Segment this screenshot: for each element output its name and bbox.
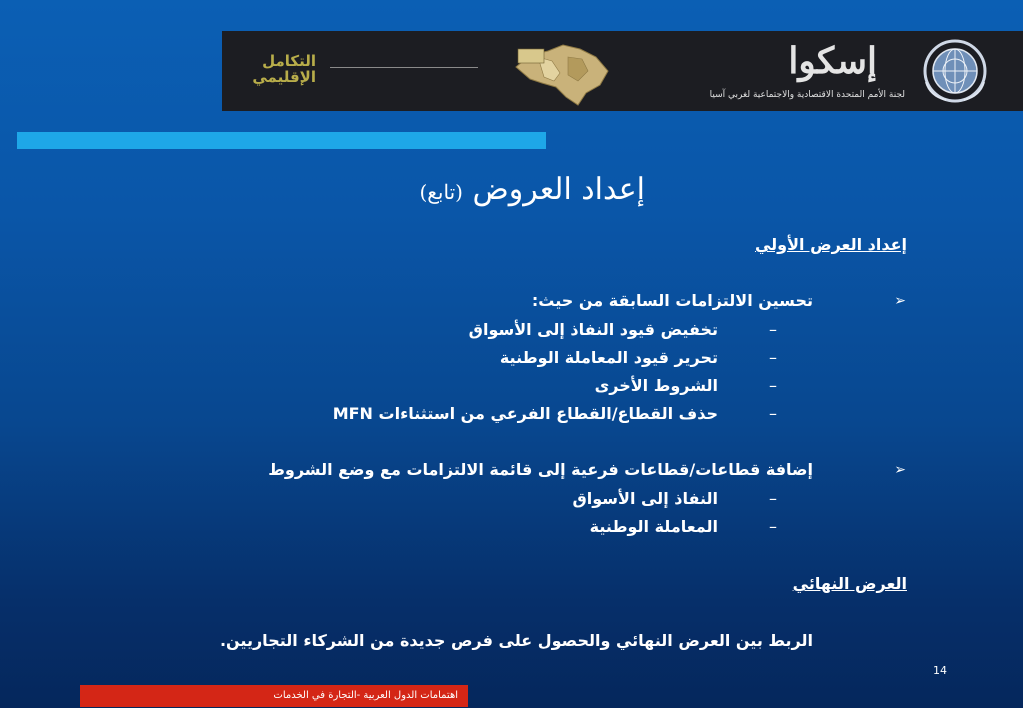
footer-bar	[80, 685, 468, 707]
dash-marker: –	[769, 517, 777, 536]
slide-title-suffix: (تابع)	[419, 180, 463, 204]
regional-integration-logo-text: التكامل الإقليمي	[252, 52, 316, 86]
dash-marker: –	[769, 404, 777, 423]
header-banner	[222, 31, 1023, 111]
section-heading-initial-offer: إعداد العرض الأولي	[754, 235, 907, 254]
dash-marker: –	[769, 320, 777, 339]
sub-item-market-access: النفاذ إلى الأسواق	[572, 489, 718, 508]
dash-marker: –	[769, 348, 777, 367]
slide-title	[300, 168, 645, 214]
section-heading-final-offer: العرض النهائي	[792, 574, 907, 593]
bullet-improve-commitments: تحسين الالتزامات السابقة من حيث:	[531, 291, 813, 310]
slide-title-main: إعداد العروض	[472, 172, 645, 207]
page-number: 14	[933, 664, 947, 677]
banner-divider	[330, 67, 478, 68]
closing-statement: الربط بين العرض النهائي والحصول على فرص جديدة من الشركاء التجاريين.	[219, 631, 813, 650]
organization-logo-name: إسكوا	[788, 40, 877, 82]
arrow-bullet-icon: ➢	[894, 462, 906, 478]
sub-item-mfn-exemptions: حذف القطاع/القطاع الفرعي من استثناءات MFN	[332, 404, 718, 423]
dash-marker: –	[769, 376, 777, 395]
footer-text: اهتمامات الدول العربية -التجارة في الخدمات	[273, 690, 458, 701]
arrow-bullet-icon: ➢	[894, 293, 906, 309]
map-graphic	[508, 37, 618, 107]
un-emblem-icon	[916, 36, 994, 106]
organization-full-name: لجنة الأمم المتحدة الاقتصادية والاجتماعية لغربي آسيا	[709, 90, 905, 100]
dash-marker: –	[769, 489, 777, 508]
sub-item-reduce-market-access: تخفيض قيود النفاذ إلى الأسواق	[468, 320, 718, 339]
sub-item-national-treatment: تحرير قيود المعاملة الوطنية	[499, 348, 718, 367]
accent-bar	[17, 132, 546, 149]
bullet-add-sectors: إضافة قطاعات/قطاعات فرعية إلى قائمة الالتزامات مع وضع الشروط	[268, 460, 813, 479]
sub-item-other-conditions: الشروط الأخرى	[594, 376, 718, 395]
sub-item-national-treatment-2: المعاملة الوطنية	[589, 517, 718, 536]
